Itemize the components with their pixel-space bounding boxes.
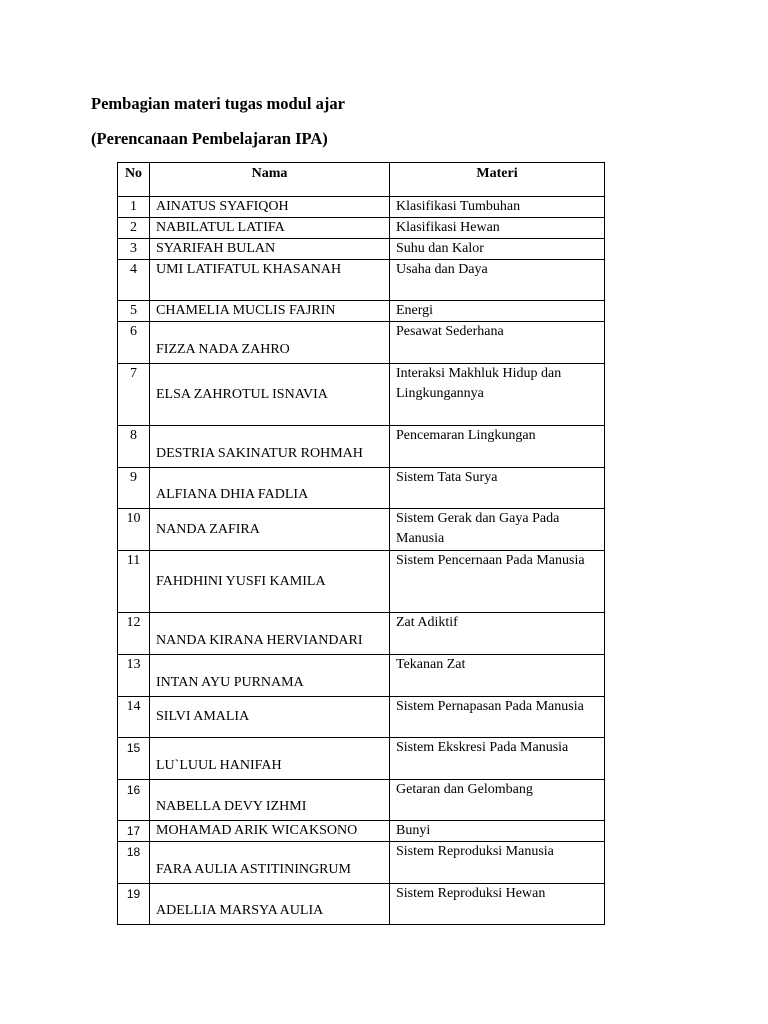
table-row xyxy=(118,468,605,509)
table-row xyxy=(118,821,605,842)
student-name: INTAN AYU PURNAMA xyxy=(150,655,390,697)
row-number: 13 xyxy=(118,655,150,697)
row-number: 16 xyxy=(118,780,150,821)
document-title: Pembagian materi tugas modul ajar xyxy=(91,94,345,113)
material-topic: Usaha dan Daya xyxy=(390,260,605,301)
table-row xyxy=(118,509,605,551)
student-name: FARA AULIA ASTITININGRUM xyxy=(150,842,390,884)
table-row xyxy=(118,197,605,218)
material-topic: Pesawat Sederhana xyxy=(390,322,605,364)
table-row xyxy=(118,884,605,925)
row-number: 17 xyxy=(118,821,150,842)
material-topic: Klasifikasi Tumbuhan xyxy=(390,197,605,218)
row-number: 9 xyxy=(118,468,150,509)
header-no: No xyxy=(118,163,150,197)
material-topic: Zat Adiktif xyxy=(390,613,605,655)
row-number: 12 xyxy=(118,613,150,655)
table-row xyxy=(118,218,605,239)
student-name: AINATUS SYAFIQOH xyxy=(150,197,390,218)
student-name: ALFIANA DHIA FADLIA xyxy=(150,468,390,509)
table-row xyxy=(118,780,605,821)
material-topic: Interaksi Makhluk Hidup dan Lingkungannya xyxy=(390,364,605,426)
student-name: SILVI AMALIA xyxy=(150,697,390,738)
row-number: 6 xyxy=(118,322,150,364)
row-number: 5 xyxy=(118,301,150,322)
table-row xyxy=(118,697,605,738)
row-number: 19 xyxy=(118,884,150,925)
student-name: LU`LUUL HANIFAH xyxy=(150,738,390,780)
material-topic: Sistem Pernapasan Pada Manusia xyxy=(390,697,605,738)
table-row xyxy=(118,301,605,322)
table-row xyxy=(118,239,605,260)
table-row xyxy=(118,260,605,301)
table-row xyxy=(118,613,605,655)
material-topic: Pencemaran Lingkungan xyxy=(390,426,605,468)
assignment-table xyxy=(117,162,605,925)
student-name: SYARIFAH BULAN xyxy=(150,239,390,260)
header-materi: Materi xyxy=(390,163,605,197)
header-nama: Nama xyxy=(150,163,390,197)
document-subtitle: (Perencanaan Pembelajaran IPA) xyxy=(91,129,328,148)
table-row xyxy=(118,655,605,697)
student-name: ELSA ZAHROTUL ISNAVIA xyxy=(150,364,390,426)
material-topic: Sistem Gerak dan Gaya Pada Manusia xyxy=(390,509,605,551)
material-topic: Tekanan Zat xyxy=(390,655,605,697)
student-name: NABELLA DEVY IZHMI xyxy=(150,780,390,821)
material-topic: Suhu dan Kalor xyxy=(390,239,605,260)
row-number: 1 xyxy=(118,197,150,218)
student-name: NANDA ZAFIRA xyxy=(150,509,390,551)
student-name: DESTRIA SAKINATUR ROHMAH xyxy=(150,426,390,468)
row-number: 18 xyxy=(118,842,150,884)
student-name: ADELLIA MARSYA AULIA xyxy=(150,884,390,925)
material-topic: Sistem Pencernaan Pada Manusia xyxy=(390,551,605,613)
student-name: MOHAMAD ARIK WICAKSONO xyxy=(150,821,390,842)
table-row xyxy=(118,842,605,884)
table-row xyxy=(118,322,605,364)
material-topic: Energi xyxy=(390,301,605,322)
row-number: 10 xyxy=(118,509,150,551)
row-number: 14 xyxy=(118,697,150,738)
material-topic: Getaran dan Gelombang xyxy=(390,780,605,821)
table-header-row xyxy=(118,163,605,197)
row-number: 2 xyxy=(118,218,150,239)
material-topic: Klasifikasi Hewan xyxy=(390,218,605,239)
row-number: 7 xyxy=(118,364,150,426)
material-topic: Sistem Ekskresi Pada Manusia xyxy=(390,738,605,780)
student-name: NANDA KIRANA HERVIANDARI xyxy=(150,613,390,655)
row-number: 4 xyxy=(118,260,150,301)
material-topic: Sistem Reproduksi Manusia xyxy=(390,842,605,884)
table-row xyxy=(118,364,605,426)
row-number: 3 xyxy=(118,239,150,260)
table-row xyxy=(118,551,605,613)
row-number: 11 xyxy=(118,551,150,613)
student-name: NABILATUL LATIFA xyxy=(150,218,390,239)
student-name: FAHDHINI YUSFI KAMILA xyxy=(150,551,390,613)
table-row xyxy=(118,738,605,780)
student-name: FIZZA NADA ZAHRO xyxy=(150,322,390,364)
material-topic: Sistem Tata Surya xyxy=(390,468,605,509)
table-row xyxy=(118,426,605,468)
material-topic: Sistem Reproduksi Hewan xyxy=(390,884,605,925)
student-name: CHAMELIA MUCLIS FAJRIN xyxy=(150,301,390,322)
material-topic: Bunyi xyxy=(390,821,605,842)
row-number: 8 xyxy=(118,426,150,468)
student-name: UMI LATIFATUL KHASANAH xyxy=(150,260,390,301)
row-number: 15 xyxy=(118,738,150,780)
